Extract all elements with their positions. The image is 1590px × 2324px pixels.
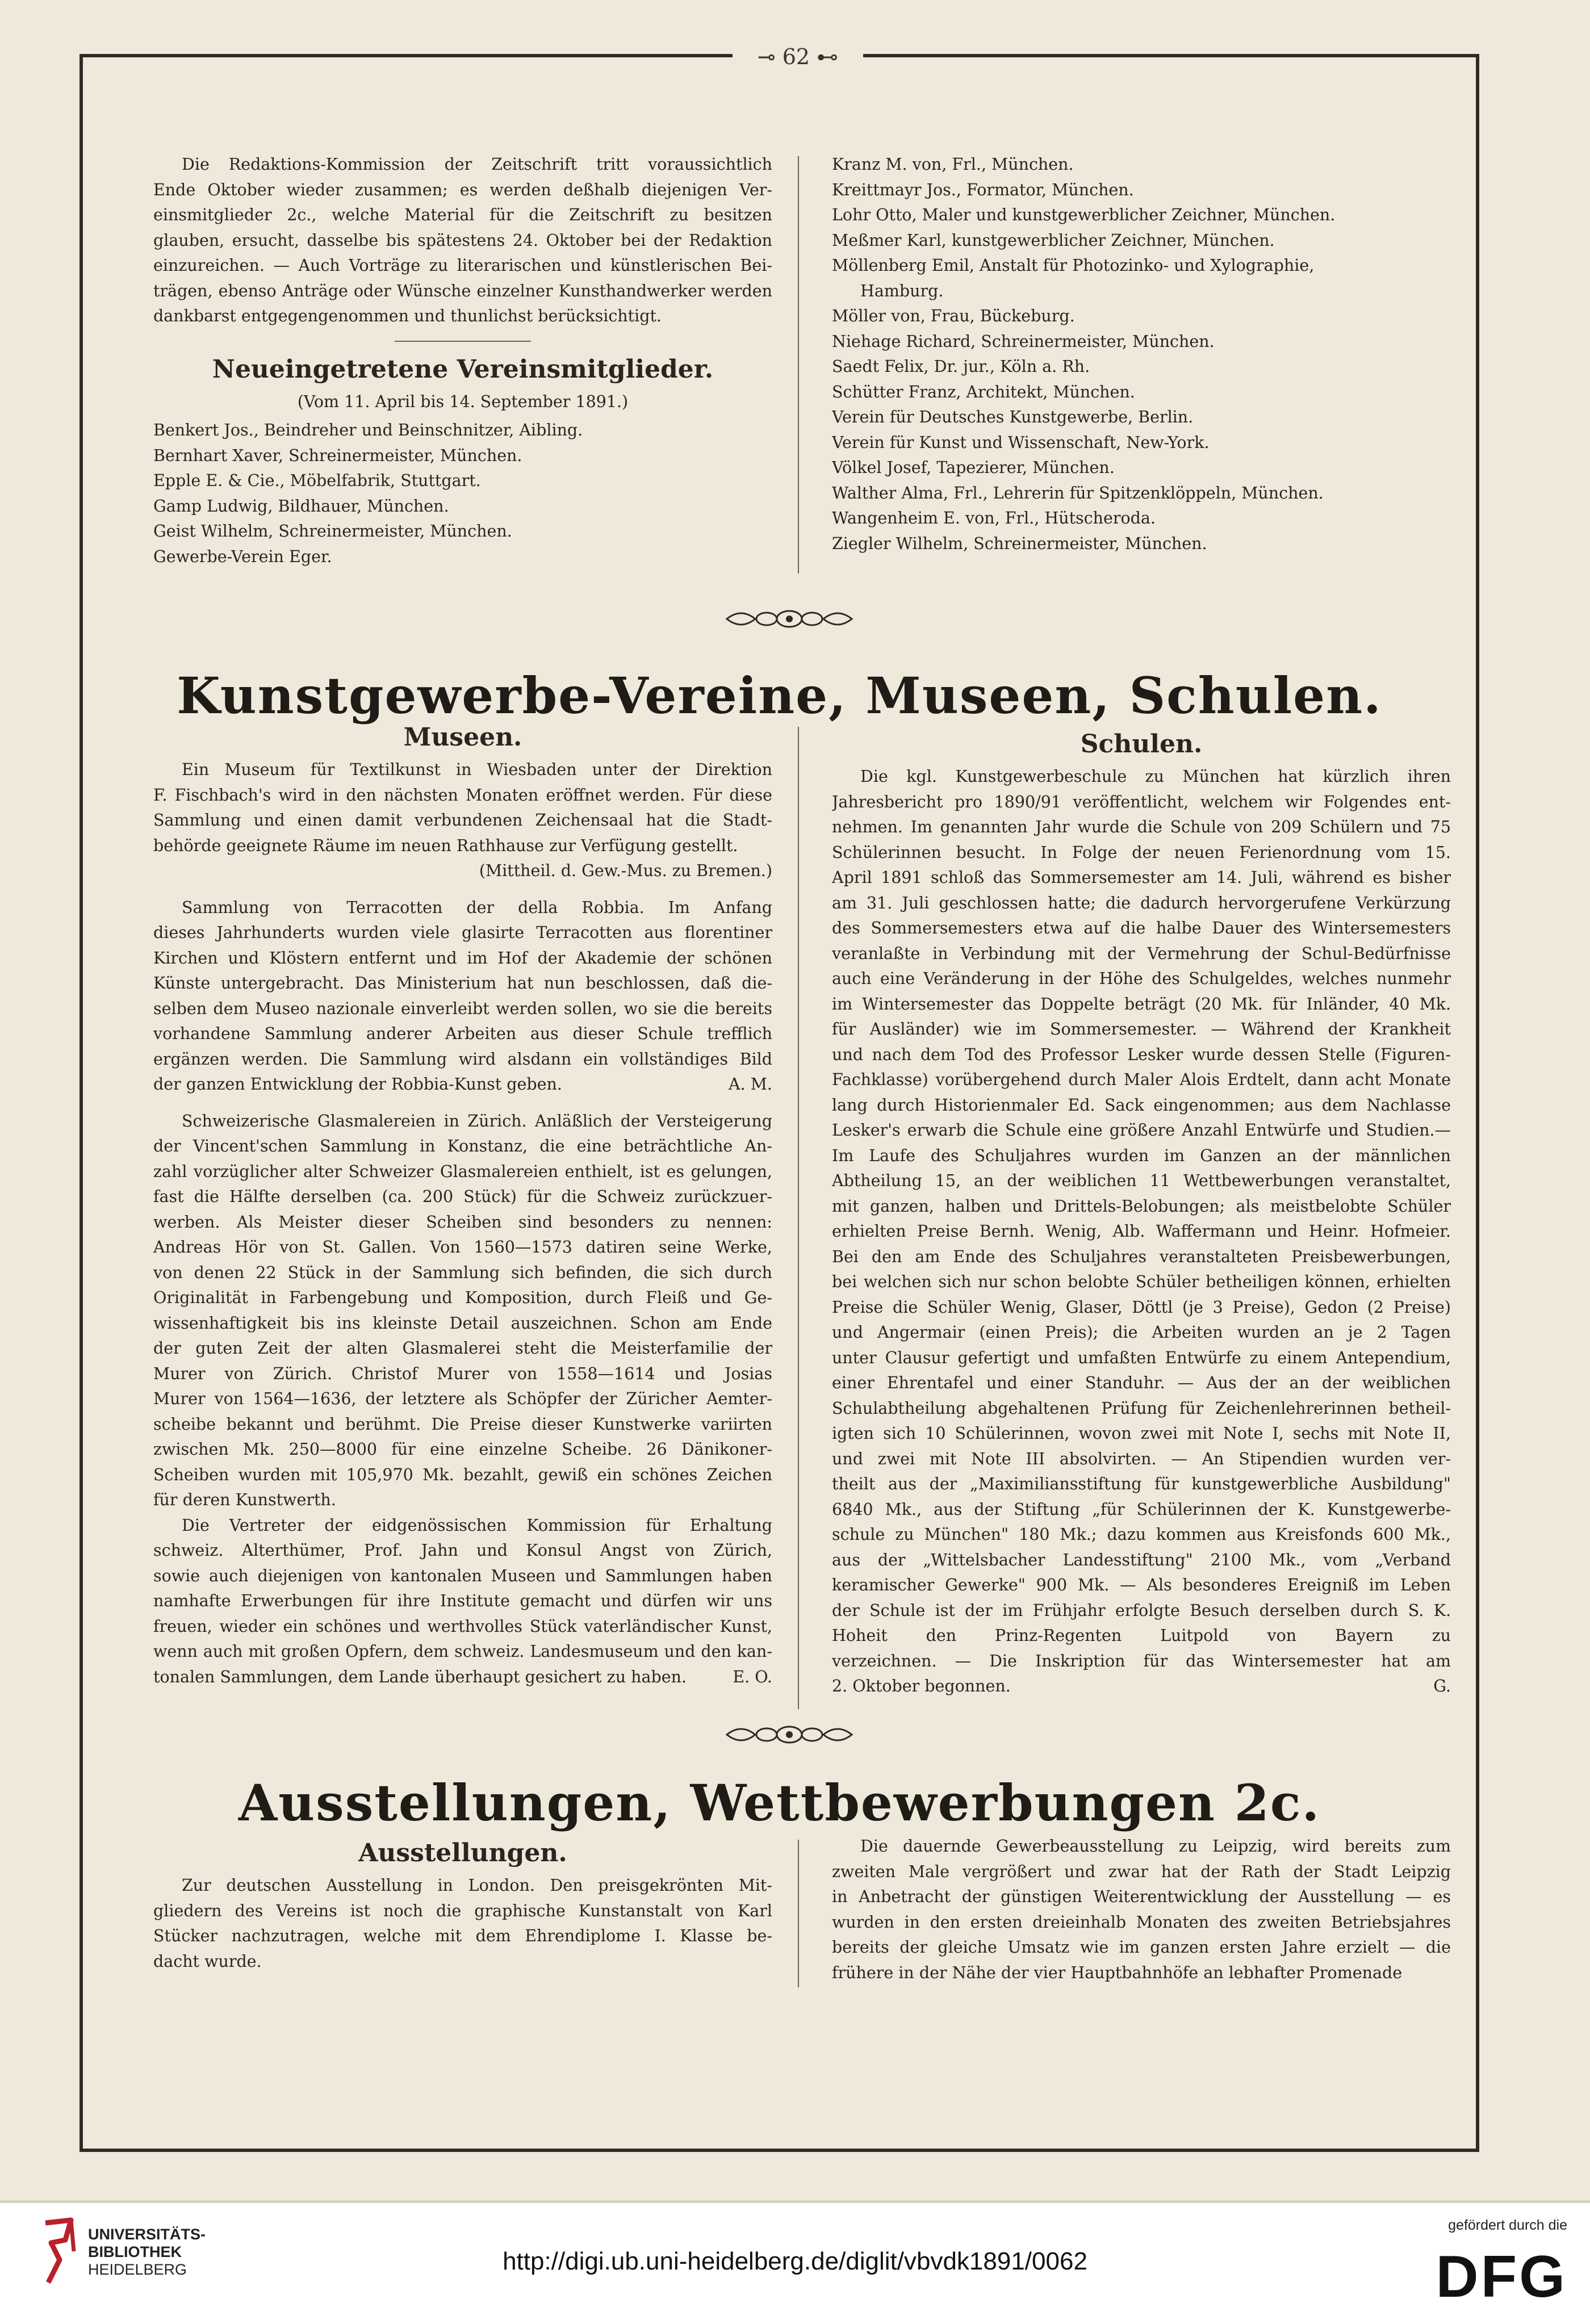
text-line: erhielten Preise Bernh. Wenig, Alb. Waffermann und Heinr. Hofmeier. bbox=[832, 1222, 1451, 1241]
text-line: Hoheit den Prinz-Regenten Luitpold von Bayern zu bbox=[832, 1626, 1451, 1645]
funded-by-label: gefördert durch die bbox=[1448, 2217, 1567, 2233]
text-line: der guten Zeit der alten Glasmalerei steht die Meisterfamilie der bbox=[153, 1339, 772, 1358]
text-line: igten sich 10 Schülerinnen, wovon zwei mit Note I, sechs mit Note II, bbox=[832, 1424, 1451, 1443]
text-line: Ende Oktober wieder zusammen; es werden deßhalb diejenigen Ver- bbox=[153, 180, 772, 199]
text-line: behörde geeignete Räume im neuen Rathhause zur Verfügung gestellt. bbox=[153, 836, 738, 855]
library-name-line-2: BIBLIOTHEK bbox=[88, 2243, 182, 2260]
text-line: April 1891 schloß das Sommersemester am 14. Juli, während es bisher bbox=[832, 868, 1451, 887]
section-title-exhibitions: Ausstellungen, Wettbewerbungen 2c. bbox=[238, 1773, 1321, 1832]
text-line: Zur deutschen Ausstellung in London. Den preisgekrönten Mit- bbox=[182, 1876, 772, 1895]
text-line: für deren Kunstwerth. bbox=[153, 1490, 336, 1509]
text-line: frühere in der Nähe der vier Hauptbahnhöfe an lebhafter Promenade bbox=[832, 1963, 1403, 1982]
text-line: Die kgl. Kunstgewerbeschule zu München hat kürzlich ihren bbox=[860, 767, 1451, 786]
top-right-column bbox=[832, 152, 1451, 556]
member-entry: Walther Alma, Frl., Lehrerin für Spitzenklöppeln, München. bbox=[832, 483, 1324, 503]
member-entry: Bernhart Xaver, Schreinermeister, München. bbox=[153, 446, 522, 465]
member-entry: Kranz M. von, Frl., München. bbox=[832, 155, 1074, 174]
text-line: mit ganzen, halben und Drittels-Belobungen; als meistbelobte Schüler bbox=[832, 1196, 1451, 1216]
text-line: am 31. Juli geschlossen hatte; die dadurch hervorgerufene Verkürzung bbox=[832, 893, 1451, 912]
schools-heading: Schulen. bbox=[1080, 730, 1203, 759]
members-period: (Vom 11. April bis 14. September 1891.) bbox=[297, 392, 629, 411]
exhibitions-heading: Ausstellungen. bbox=[358, 1839, 567, 1867]
art-school-paragraph bbox=[832, 764, 1451, 1699]
column-divider-top bbox=[798, 156, 799, 573]
library-name-line-1: UNIVERSITÄTS- bbox=[88, 2226, 206, 2243]
text-line: bei welchen sich nur schon belobte Schüler betheiligen können, erhielten bbox=[832, 1272, 1451, 1291]
member-entry: Lohr Otto, Maler und kunstgewerblicher Zeichner, München. bbox=[832, 206, 1336, 224]
text-line: zwischen Mk. 250—8000 für eine einzelne Scheibe. 26 Dänikoner- bbox=[153, 1440, 772, 1459]
text-line: Schulabtheilung abgehaltenen Prüfung für Zeichenlehrerinnen betheil- bbox=[832, 1398, 1451, 1418]
text-line: Fachklasse) vorübergehend durch Maler Alois Erdtelt, dann acht Monate bbox=[832, 1070, 1451, 1089]
text-line: Bei den am Ende des Schuljahres veranstalteten Preisbewerbungen, bbox=[832, 1247, 1451, 1266]
text-line: des Sommersemesters etwa auf die halbe Dauer des Wintersemesters bbox=[832, 919, 1451, 937]
text-line: Ein Museum für Textilkunst in Wiesbaden unter der Direktion bbox=[182, 760, 772, 779]
page-number-text: 62 bbox=[782, 44, 810, 69]
text-line: werben. Als Meister dieser Scheiben sind besonders zu nennen: bbox=[153, 1212, 772, 1232]
member-entry: Saedt Felix, Dr. jur., Köln a. Rh. bbox=[832, 357, 1090, 376]
author-signature: G. bbox=[1433, 1677, 1451, 1695]
source-url[interactable]: http://digi.ub.uni-heidelberg.de/diglit/vbvdk1891/0062 bbox=[503, 2247, 1087, 2275]
text-line: scheibe bekannt und berühmt. Die Preise dieser Kunstwerke variirten bbox=[153, 1414, 772, 1434]
page-number-ornament-left: ⊸ bbox=[757, 44, 783, 69]
text-line: einzureichen. — Auch Vorträge zu literarischen und künstlerischen Bei- bbox=[153, 256, 772, 275]
ornament-divider-2 bbox=[724, 1720, 855, 1749]
museum-textile-paragraph bbox=[153, 757, 772, 859]
text-line: Künste untergebracht. Das Ministerium hat nun beschlossen, daß die- bbox=[153, 974, 772, 993]
author-signature: E. O. bbox=[733, 1667, 772, 1686]
museums-column bbox=[153, 721, 772, 1690]
text-line: Schülerinnen besucht. In Folge der neuen Ferienordnung vom 15. bbox=[832, 843, 1451, 862]
text-line: Die dauernde Gewerbeausstellung zu Leipzig, wird bereits zum bbox=[860, 1837, 1451, 1856]
text-line: wenn auch mit großen Opfern, dem schweiz. Landesmuseum und den kan- bbox=[153, 1642, 772, 1661]
ornament-divider bbox=[724, 605, 855, 633]
museum-source: (Mittheil. d. Gew.-Mus. zu Bremen.) bbox=[479, 861, 772, 880]
text-line: theilt aus der „Maximiliansstiftung für kunstgewerbliche Ausbildung" bbox=[832, 1475, 1451, 1493]
text-line: Scheiben wurden mit 105,970 Mk. bezahlt, gewiß ein schönes Zeichen bbox=[153, 1465, 772, 1484]
leipzig-column bbox=[832, 1834, 1451, 1986]
text-line: nehmen. Im genannten Jahr wurde die Schule von 209 Schülern und 75 bbox=[832, 818, 1451, 836]
member-entry: Niehage Richard, Schreinermeister, München. bbox=[832, 332, 1215, 351]
divider bbox=[395, 341, 531, 342]
text-line: 2. Oktober begonnen. G. bbox=[832, 1674, 1451, 1699]
text-line: im Wintersemester das Doppelte beträgt (20 Mk. für Inländer, 40 Mk. bbox=[832, 994, 1451, 1014]
text-line: lang durch Historienmaler Ed. Sack eingenommen; aus dem Nachlasse bbox=[832, 1095, 1451, 1115]
members-list-right bbox=[832, 152, 1451, 556]
member-entry: Möllenberg Emil, Anstalt für Photozinko- und Xylographie, bbox=[832, 256, 1315, 275]
text-line: keramischer Gewerke" 900 Mk. — Als besonderes Ereigniß im Leben bbox=[832, 1576, 1451, 1594]
text-line: dieses Jahrhunderts wurden viele glasirte Terracotten aus florentiner bbox=[153, 923, 772, 942]
member-entry: Hamburg. bbox=[860, 281, 944, 300]
text-line: Sammlung von Terracotten der della Robbia. Im Anfang bbox=[182, 898, 772, 917]
member-entry: Schütter Franz, Architekt, München. bbox=[832, 382, 1135, 401]
members-heading: Neueingetretene Vereinsmitglieder. bbox=[212, 354, 714, 384]
member-entry: Gamp Ludwig, Bildhauer, München. bbox=[153, 496, 449, 516]
text-line: Sammlung und einen damit verbundenen Zeichensaal hat die Stadt- bbox=[153, 811, 772, 830]
text-line: Die Vertreter der eidgenössischen Kommission für Erhaltung bbox=[182, 1515, 772, 1535]
text-line: Murer von 1564—1636, der letztere als Schöpfer der Züricher Aemter- bbox=[153, 1389, 772, 1408]
text-line: dacht wurde. bbox=[153, 1952, 262, 1971]
text-line: tonalen Sammlungen, dem Lande überhaupt gesichert zu haben. E. O. bbox=[153, 1665, 772, 1690]
museums-heading: Museen. bbox=[403, 723, 522, 752]
text-line: trägen, ebenso Anträge oder Wünsche einzelner Kunsthandwerker werden bbox=[153, 281, 772, 300]
text-line: Preise die Schüler Wenig, Glaser, Döttl (je 3 Preise), Gedon (2 Preise) bbox=[832, 1297, 1451, 1317]
member-entry: Meßmer Karl, kunstgewerblicher Zeichner, München. bbox=[832, 231, 1275, 250]
text-line: Kirchen und Klöstern entfernt und im Hof der Akademie der schönen bbox=[153, 948, 772, 968]
page-number bbox=[733, 45, 863, 68]
text-line: bereits der gleiche Umsatz wie im ganzen ersten Jahre erzielt — die bbox=[832, 1938, 1451, 1957]
member-entry: Epple E. & Cie., Möbelfabrik, Stuttgart. bbox=[153, 471, 481, 490]
editorial-notice bbox=[153, 152, 772, 329]
text-line: fast die Hälfte derselben (ca. 200 Stück) für die Schweiz zurückzuer- bbox=[153, 1187, 772, 1206]
text-line: in Anbetracht der günstigen Weiterentwicklung der Ausstellung — es bbox=[832, 1887, 1451, 1906]
text-line: selben dem Museo nazionale einverleibt werden sollen, wo sie die bereits bbox=[153, 999, 772, 1018]
text-line: Schweizerische Glasmalereien in Zürich. Anläßlich der Versteigerung bbox=[182, 1111, 772, 1130]
text-line: der Schule ist der im Frühjahr erfolgte Besuch derselben durch S. K. bbox=[832, 1601, 1451, 1620]
text-line: für Ausländer) wie im Sommersemester. — Während der Krankheit bbox=[832, 1020, 1451, 1039]
section-title-societies: Kunstgewerbe-Vereine, Museen, Schulen. bbox=[177, 666, 1382, 725]
text-line: aus der „Wittelsbacher Landesstiftung" 2100 Mk., vom „Verband bbox=[832, 1550, 1451, 1569]
member-entry: Verein für Kunst und Wissenschaft, New-York. bbox=[832, 433, 1210, 452]
text-line: Lesker's erwarb die Schule eine größere Anzahl Entwürfe und Studien.— bbox=[832, 1121, 1451, 1140]
text-line: Stücker nachzutragen, welche mit dem Ehrendiplome I. Klasse be- bbox=[153, 1927, 772, 1945]
member-entry: Kreittmayr Jos., Formator, München. bbox=[832, 180, 1134, 199]
text-line: freuen, wieder ein schönes und werthvolles Stück vaterländischer Kunst, bbox=[153, 1617, 772, 1636]
text-line: Murer von Zürich. Christof Murer von 1558—1614 und Josias bbox=[153, 1364, 772, 1383]
text-line: auch eine Veränderung in der Höhe des Schulgeldes, welches nunmehr bbox=[832, 969, 1451, 988]
text-line: schweiz. Alterthümer, Prof. Jahn und Konsul Angst von Zürich, bbox=[153, 1541, 772, 1560]
text-line: glauben, ersucht, dasselbe bis spätestens 24. Oktober bei der Redaktion bbox=[153, 231, 772, 250]
page-number-ornament-right: ⊷ bbox=[810, 44, 839, 69]
text-line: und zwei mit Note III absolvirten. — An Stipendien wurden ver- bbox=[832, 1449, 1451, 1468]
column-divider-bottom bbox=[798, 1840, 799, 1987]
schools-column bbox=[832, 728, 1451, 1699]
text-line: gliedern des Vereins ist noch die graphische Kunstanstalt von Karl bbox=[153, 1901, 772, 1920]
top-left-column bbox=[153, 152, 772, 570]
text-line: verzeichnen. — Die Inskription für das Wintersemester hat am bbox=[832, 1651, 1451, 1670]
text-line: wissenhaftigkeit bis ins kleinste Detail auszeichnen. Schon am Ende bbox=[153, 1313, 772, 1333]
text-line: ergänzen werden. Die Sammlung wird alsdann ein vollständiges Bild bbox=[153, 1049, 772, 1069]
author-signature: A. M. bbox=[729, 1075, 772, 1094]
text-line: einsmitglieder 2c., welche Material für die Zeitschrift zu besitzen bbox=[153, 206, 772, 224]
dfg-logo: DFG bbox=[1436, 2244, 1567, 2310]
leipzig-exhibition-paragraph bbox=[832, 1834, 1451, 1986]
text-line: Abtheilung 15, an der weiblichen 11 Wettbewerbungen veranstaltet, bbox=[832, 1171, 1451, 1190]
text-line: von denen 22 Stück in der Sammlung sich befinden, die sich durch bbox=[153, 1263, 772, 1282]
text-line: Originalität in Farbengebung und Komposition, durch Fleiß und Ge- bbox=[153, 1288, 772, 1307]
text-line: vorhandene Sammlung anderer Arbeiten aus dieser Schule trefflich bbox=[153, 1024, 772, 1043]
member-entry: Ziegler Wilhelm, Schreinermeister, München. bbox=[832, 534, 1207, 553]
exhibitions-column bbox=[153, 1837, 772, 1974]
text-line: namhafte Erwerbungen für ihre Institute gemacht und dürfen wir uns bbox=[153, 1592, 772, 1610]
text-line: wurden in den ersten dreieinhalb Monaten des zweiten Betriebsjahres bbox=[832, 1912, 1451, 1932]
text-line: der ganzen Entwicklung der Robbia-Kunst geben. A. M. bbox=[153, 1072, 772, 1098]
member-entry: Völkel Josef, Tapezierer, München. bbox=[832, 458, 1115, 477]
glass-painting-paragraph bbox=[153, 1109, 772, 1513]
text-line: schule zu München" 180 Mk.; dazu kommen aus Kreisfonds 600 Mk., bbox=[832, 1525, 1451, 1544]
text-line: Andreas Hör von St. Gallen. Von 1560—1573 datiren seine Werke, bbox=[153, 1238, 772, 1257]
text-line: einer Ehrentafel und einer Standuhr. — Aus der an der weiblichen bbox=[832, 1374, 1451, 1392]
london-exhibition-paragraph bbox=[153, 1873, 772, 1974]
member-entry: Wangenheim E. von, Frl., Hütscheroda. bbox=[832, 509, 1156, 527]
text-line: Jahresbericht pro 1890/91 veröffentlicht, welchem wir Folgendes ent- bbox=[832, 792, 1451, 811]
text-line: Die Redaktions-Kommission der Zeitschrift tritt voraussichtlich bbox=[182, 155, 772, 174]
column-divider-middle bbox=[798, 727, 799, 1709]
member-entry: Geist Wilhelm, Schreinermeister, München. bbox=[153, 522, 512, 541]
text-line: F. Fischbach's wird in den nächsten Monaten eröffnet werden. Für diese bbox=[153, 785, 772, 805]
text-line: dankbarst entgegengenommen und thunlichst berücksichtigt. bbox=[153, 307, 662, 325]
member-entry: Benkert Jos., Beindreher und Beinschnitzer, Aibling. bbox=[153, 421, 583, 439]
commission-paragraph bbox=[153, 1513, 772, 1690]
library-name-line-3: HEIDELBERG bbox=[88, 2261, 187, 2278]
members-list-left bbox=[153, 418, 772, 570]
text-line: veranlaßte in Verbindung mit der Vermehrung der Schul-Bedürfnisse bbox=[832, 944, 1451, 963]
text-line: zahl vorzüglicher alter Schweizer Glasmalereien enthielt, ist es gelungen, bbox=[153, 1162, 772, 1181]
text-line: zweiten Male vergrößert und zwar hat der Rath der Stadt Leipzig bbox=[832, 1862, 1451, 1881]
text-line: 6840 Mk., aus der Stiftung „für Schülerinnen der K. Kunstgewerbe- bbox=[832, 1500, 1451, 1519]
member-entry: Gewerbe-Verein Eger. bbox=[153, 547, 332, 566]
text-line: unter Clausur gefertigt und umfaßten Entwürfe zu einem Antependium, bbox=[832, 1348, 1451, 1367]
text-line: und nach dem Tod des Professor Lesker wurde dessen Stelle (Figuren- bbox=[832, 1045, 1451, 1064]
text-line: der Vincent'schen Sammlung in Konstanz, die eine beträchtliche An- bbox=[153, 1137, 772, 1155]
member-entry: Möller von, Frau, Bückeburg. bbox=[832, 307, 1075, 325]
text-line: Im Laufe des Schuljahres wurden im Ganzen an der männlichen bbox=[832, 1146, 1451, 1165]
member-entry: Verein für Deutsches Kunstgewerbe, Berlin. bbox=[832, 408, 1194, 426]
terracotta-paragraph bbox=[153, 895, 772, 1098]
text-line: sowie auch diejenigen von kantonalen Museen und Sammlungen haben bbox=[153, 1566, 772, 1585]
text-line: und Angermair (einen Preis); die Arbeiten wurden an je 2 Tagen bbox=[832, 1323, 1451, 1342]
